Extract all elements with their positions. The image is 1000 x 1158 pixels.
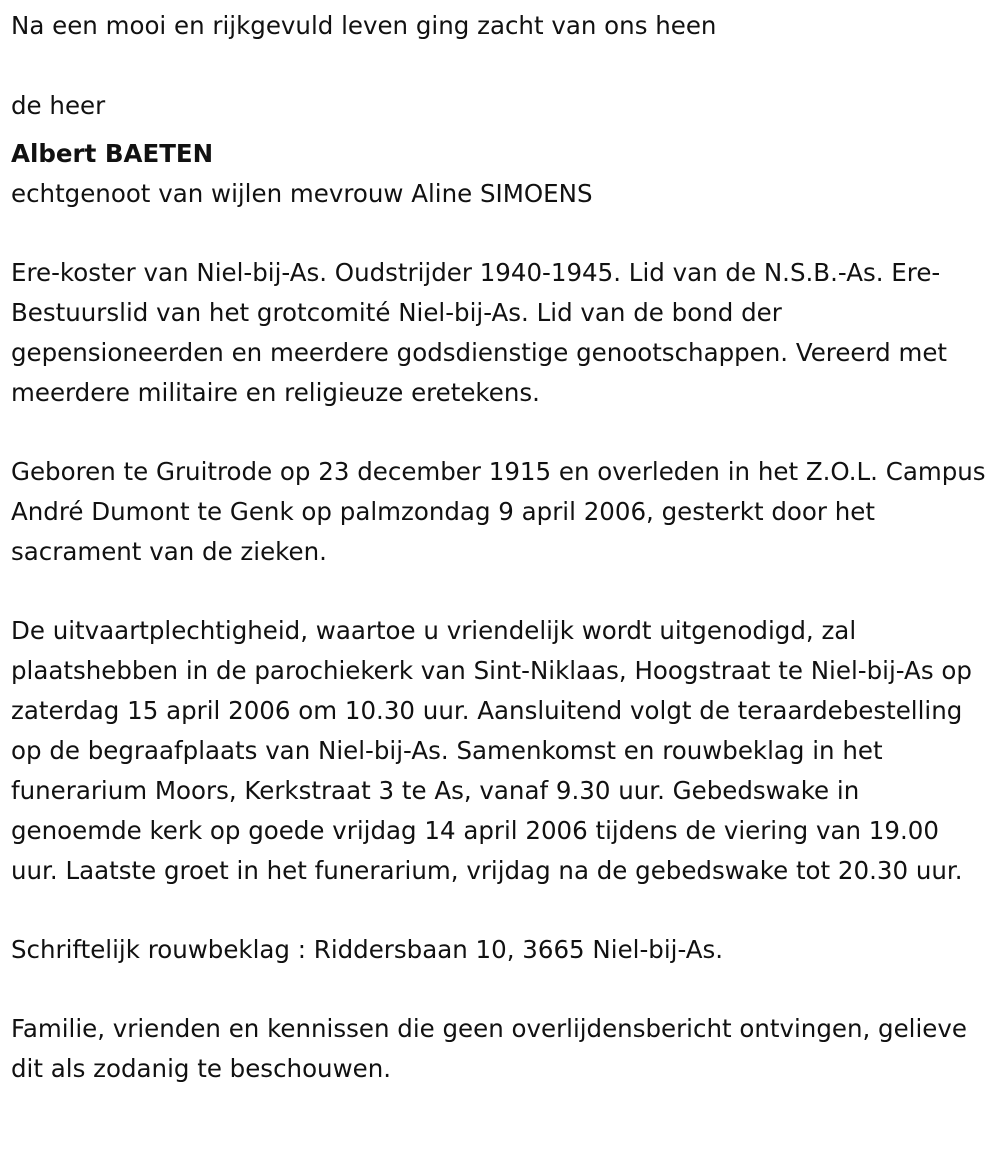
condolence-address: Schriftelijk rouwbeklag : Riddersbaan 10, 3665 Niel-bij-As. [11,935,724,964]
funeral-paragraph: De uitvaartplechtigheid, waartoe u vriendelijk wordt uitgenodigd, zal plaatshebben in de parochiekerk van Sint-Niklaas, Hoogstraat te Niel-bij-As op zaterdag 15 april 2006 om 10.30 uur. Aansluitend volgt de teraardebestelling op de begraafplaats van Niel-bij-As. Samenkomst en rouwbeklag in het funerarium Moors, Kerkstraat 3 te As, vanaf 9.30 uur. Gebedswake in genoemde kerk op goede vrijdag 14 april 2006 tijdens de viering van 19.00 uur. Laatste groet in het funerarium, vrijdag na de gebedswake tot 20.30 uur. [11,616,972,885]
intro-text: Na een mooi en rijkgevuld leven ging zacht van ons heen [11,11,717,40]
spouse-text: echtgenoot van wijlen mevrouw Aline SIMOENS [11,179,593,208]
birth-death-paragraph: Geboren te Gruitrode op 23 december 1915 en overleden in het Z.O.L. Campus André Dumont te Genk op palmzondag 9 april 2006, gesterkt door het sacrament van de zieken. [11,457,986,566]
obituary-notice [11,6,986,1089]
biography-paragraph: Ere-koster van Niel-bij-As. Oudstrijder 1940-1945. Lid van de N.S.B.-As. Ere-Bestuurslid van het grotcomité Niel-bij-As. Lid van de bond der gepensioneerden en meerdere godsdienstige genootschappen. Vereerd met meerdere militaire en religieuze eretekens. [11,258,948,407]
title-prefix: de heer [11,91,106,120]
closing-paragraph: Familie, vrienden en kennissen die geen overlijdensbericht ontvingen, gelieve dit als zodanig te beschouwen. [11,1014,967,1083]
deceased-name: Albert BAETEN [11,139,214,168]
